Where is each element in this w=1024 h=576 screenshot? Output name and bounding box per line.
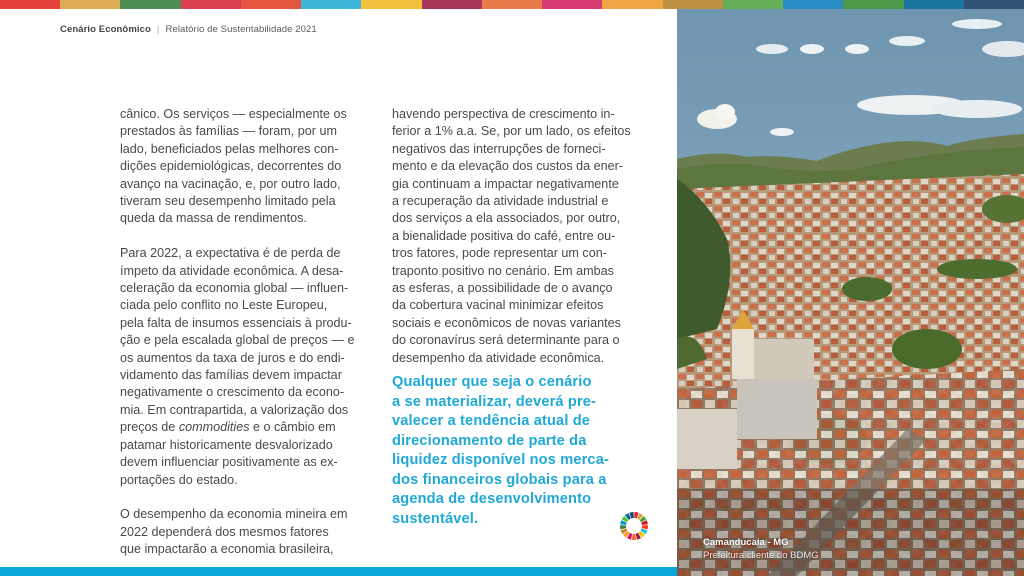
color-bar-segment [482,0,542,9]
text-line: ímpeto da atividade econômica. A desa- [120,263,344,278]
text-line: ferior a 1% a.a. Se, por um lado, os efeitos [392,124,631,139]
color-bar-segment [904,0,964,9]
color-bar-segment [542,0,602,9]
paragraph [392,106,656,367]
color-bar-segment [0,0,60,9]
color-bar-segment [602,0,662,9]
quote-line: valecer a tendência atual de [392,413,591,429]
color-bar-segment [181,0,241,9]
color-bar-segment [422,0,482,9]
pull-quote [392,373,652,529]
text-line: prestados às famílias — foram, por um [120,124,337,139]
text-line: mia. Em contrapartida, a valorização dos [120,402,349,417]
right-text-column [392,106,656,384]
color-bar-segment [120,0,180,9]
color-bar-segment [723,0,783,9]
text-line: lado, beneficiados pelas melhores con- [120,141,339,156]
text-line: tiveram seu desempenho limitado pela [120,194,336,209]
caption-credit: Prefeitura cliente do BDMG [703,549,819,561]
text-line: as esferas, a possibilidade de o avanço [392,281,613,296]
text-line: a recuperação da atividade industrial e [392,194,609,209]
bottom-accent-bar [0,567,677,576]
color-bar-segment [361,0,421,9]
text-fragment: e o câmbio em [249,420,336,435]
quote-line: liquidez disponível nos merca- [392,452,609,468]
city-aerial-photo [677,9,1024,576]
text-line [120,419,382,436]
text-line: portações do estado. [120,472,238,487]
quote-line: direcionamento de parte da [392,432,587,449]
section-title: Cenário Econômico [60,24,151,35]
text-line: a bienalidade positiva do café, entre ou- [392,228,616,243]
text-fragment: preços de [120,420,179,435]
text-line: ção e pela escalada global de preços — e [120,333,355,348]
color-bar-segment [843,0,903,9]
text-line: negativamente o crescimento da econo- [120,385,345,400]
text-line: desempenho da atividade econômica. [392,350,605,365]
text-line: sociais e econômicos de novas variantes [392,315,621,330]
text-line: avanço na vacinação, e, por outro lado, [120,176,341,191]
photo-caption [703,537,819,562]
photo-illustration [677,9,1024,576]
text-line: patamar historicamente desvalorizado [120,437,333,452]
text-line: celeração da economia global — influen- [120,281,349,296]
sdg-wheel-icon [619,511,649,541]
text-line: da cobertura vacinal minimizar efeitos [392,298,604,313]
text-line: do coronavírus será determinante para o [392,333,620,348]
text-line: ciada pelo conflito no Leste Europeu, [120,298,328,313]
text-line: que impactarão a economia brasileira, [120,542,334,557]
text-line: cânico. Os serviços — especialmente os [120,107,347,121]
paragraph [120,506,382,558]
text-line: Para 2022, a expectativa é de perda de [120,246,341,261]
color-bar-segment [60,0,120,9]
text-line: tros fatores, pode representar um con- [392,246,607,261]
quote-line: a se materializar, deverá pre- [392,393,597,410]
text-line: mento e da elevação dos custos da ener- [392,159,624,174]
quote-line: Qualquer que seja o cenário [392,374,592,390]
left-text-column [120,106,382,576]
text-line: negativos das interrupções de forneci- [392,141,606,156]
quote-line: agenda de desenvolvimento [392,491,592,507]
quote-line: dos financeiros globais para a [392,471,607,488]
color-bar-segment [663,0,723,9]
sdg-wheel-segment [632,534,636,540]
color-bar-segment [241,0,301,9]
paragraph [120,245,382,489]
text-line: devem influenciar positivamente as ex- [120,455,338,470]
caption-place: Camanducaia - MG [703,537,789,548]
text-line: os aumentos da taxa de juros e do endi- [120,350,345,365]
text-line: traponto positivo no cenário. Em ambas [392,263,614,278]
sdg-color-bar [0,0,1024,9]
quote-line: sustentável. [392,510,479,527]
header-separator: | [156,24,160,35]
text-line: queda da massa de rendimentos. [120,211,307,226]
color-bar-segment [301,0,361,9]
color-bar-segment [964,0,1024,9]
paragraph [120,106,382,228]
text-line: pela falta de insumos essenciais à produ- [120,315,352,330]
text-line: dos serviços a ela associados, por outro, [392,211,621,226]
text-line: O desempenho da economia mineira em [120,507,348,522]
text-line: gia continuam a impactar negativamente [392,176,619,191]
text-line: havendo perspectiva de crescimento in- [392,107,615,121]
color-bar-segment [783,0,843,9]
text-line: dições epidemiológicas, decorrentes do [120,159,342,174]
report-title: Relatório de Sustentabilidade 2021 [165,24,317,35]
text-line: vidamento das famílias devem impactar [120,368,342,383]
text-line: 2022 dependerá dos mesmos fatores [120,524,329,539]
page-header [60,24,317,35]
italic-term: commodities [178,420,250,435]
